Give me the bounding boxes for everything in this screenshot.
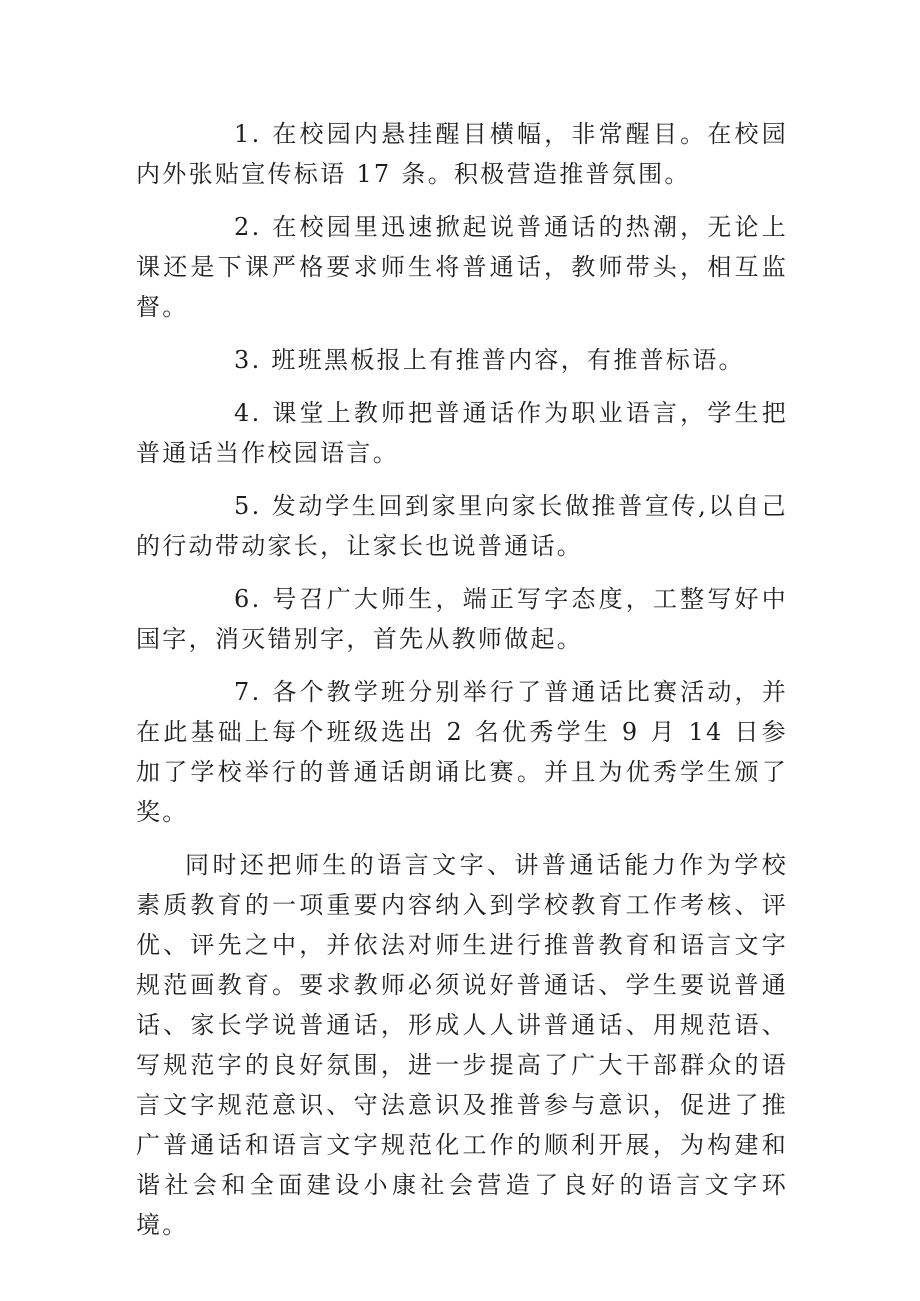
item-text: . 班班黑板报上有推普内容，有推普标语。 xyxy=(251,346,745,374)
item-text: . 在校园里迅速掀起说普通话的热潮，无论上课还是下课严格要求师生将普通话，教师带头，相互监督。 xyxy=(136,213,788,321)
list-item-4 xyxy=(136,393,788,473)
item-number: 7 xyxy=(234,678,252,706)
item-text: . 号召广大师生，端正写字态度，工整写好中国字，消灭错别字，首先从教师做起。 xyxy=(136,585,788,653)
document-body xyxy=(136,114,788,1258)
list-item-3 xyxy=(136,340,788,380)
item-number: 2 xyxy=(234,213,252,241)
list-item-2 xyxy=(136,207,788,327)
item-text: . 在校园内悬挂醒目横幅，非常醒目。在校园内外张贴宣传标语 17 条。积极营造推普氛围。 xyxy=(136,120,788,188)
item-number: 5 xyxy=(234,492,252,520)
list-item-6 xyxy=(136,579,788,659)
item-text: . 课堂上教师把普通话作为职业语言，学生把普通话当作校园语言。 xyxy=(136,399,788,467)
list-item-1 xyxy=(136,114,788,194)
list-item-5 xyxy=(136,486,788,566)
item-number: 4 xyxy=(234,399,252,427)
item-number: 3 xyxy=(234,346,252,374)
item-number: 1 xyxy=(234,120,252,148)
item-text: . 发动学生回到家里向家长做推普宣传,以自己的行动带动家长，让家长也说普通话。 xyxy=(136,492,788,560)
item-number: 6 xyxy=(234,585,252,613)
item-text: . 各个教学班分别举行了普通话比赛活动，并在此基础上每个班级选出 2 名优秀学生 9 月 14 日参加了学校举行的普通话朗诵比赛。并且为优秀学生颁了奖。 xyxy=(136,678,788,826)
list-item-7 xyxy=(136,672,788,832)
summary-paragraph: 同时还把师生的语言文字、讲普通话能力作为学校素质教育的一项重要内容纳入到学校教育工作考核、评优、评先之中，并依法对师生进行推普教育和语言文字规范画教育。要求教师必须说好普通话、学生要说普通话、家长学说普通话，形成人人讲普通话、用规范语、写规范字的良好氛围，进一步提高了广大干部群众的语言文字规范意识、守法意识及推普参与意识，促进了推广普通话和语言文字规范化工作的顺利开展，为构建和谐社会和全面建设小康社会营造了良好的语言文字环境。 xyxy=(136,851,788,1239)
